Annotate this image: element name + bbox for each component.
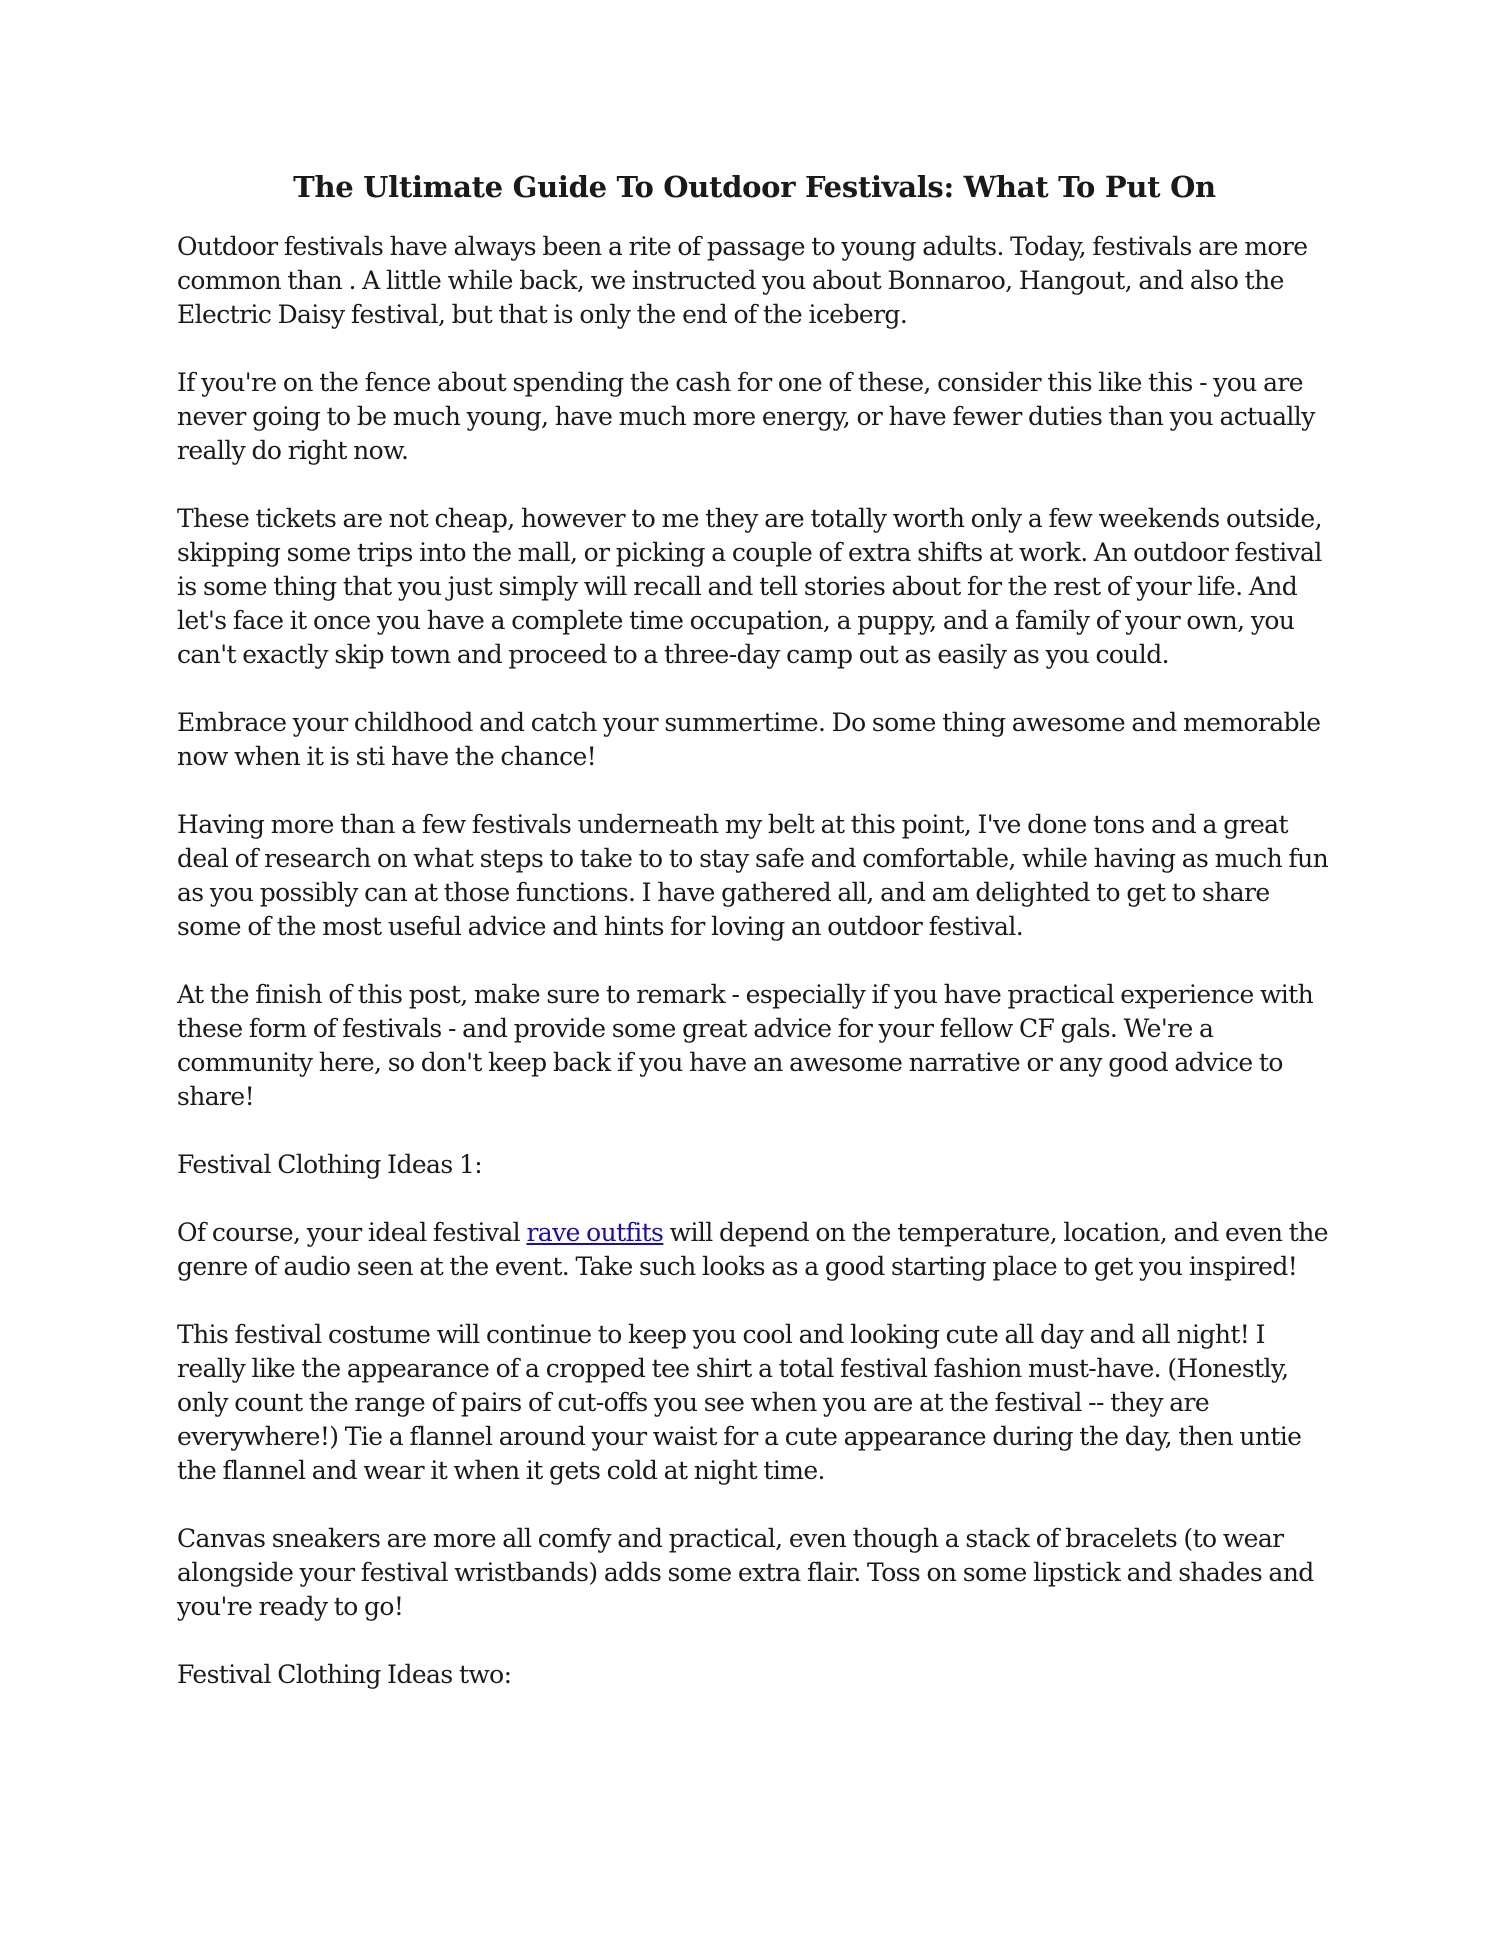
document-title: The Ultimate Guide To Outdoor Festivals: What To Put On — [293, 170, 1216, 204]
document-page — [177, 170, 1332, 1726]
paragraph-comment: At the finish of this post, make sure to remark - especially if you have practical experience with these form of festivals - and provide some great advice for your fellow CF gals. We're a community here, so don't keep back if you have an awesome narrative or any good advice to share! — [177, 979, 1314, 1111]
paragraph-research: Having more than a few festivals underneath my belt at this point, I've done tons and a great deal of research on what steps to take to to stay safe and comfortable, while having as much fun as you possibly can at those functions. I have gathered all, and am delighted to get to share some of the most useful advice and hints for loving an outdoor festival. — [177, 809, 1329, 941]
rave-outfits-link[interactable]: rave outfits — [526, 1217, 664, 1247]
section-heading-ideas-1: Festival Clothing Ideas 1: — [177, 1149, 483, 1179]
paragraph-outfits-lead: Of course, your ideal festival — [177, 1217, 527, 1247]
paragraph-outfits-rest: will depend on the temperature, location, and even the genre of audio seen at the event. Take such looks as a good starting place to get you inspired! — [177, 1217, 1328, 1281]
paragraph-intro: Outdoor festivals have always been a rite of passage to young adults. Today, festivals are more common than . A little while back, we instructed you about Bonnaroo, Hangout, and also the Electric Daisy festival, but that is only the end of the iceberg. — [177, 231, 1308, 329]
paragraph-costume: This festival costume will continue to keep you cool and looking cute all day and all night! I really like the appearance of a cropped tee shirt a total festival fashion must-have. (Honestly, only count the range of pairs of cut-offs you see when you are at the festival -- they are everywhere!) Tie a flannel around your waist for a cute appearance during the day, then untie the flannel and wear it when it gets cold at night time. — [177, 1319, 1302, 1485]
section-heading-ideas-2: Festival Clothing Ideas two: — [177, 1659, 512, 1689]
paragraph-fence: If you're on the fence about spending the cash for one of these, consider this like this - you are never going to be much young, have much more energy, or have fewer duties than you actually really do right now. — [177, 367, 1315, 465]
paragraph-tickets: These tickets are not cheap, however to me they are totally worth only a few weekends outside, skipping some trips into the mall, or picking a couple of extra shifts at work. An outdoor festival is some thing that you just simply will recall and tell stories about for the rest of your life. And let's face it once you have a complete time occupation, a puppy, and a family of your own, you can't exactly skip town and proceed to a three-day camp out as easily as you could. — [177, 503, 1322, 669]
paragraph-sneakers: Canvas sneakers are more all comfy and practical, even though a stack of bracelets (to wear alongside your festival wristbands) adds some extra flair. Toss on some lipstick and shades and you're ready to go! — [177, 1523, 1314, 1621]
paragraph-embrace: Embrace your childhood and catch your summertime. Do some thing awesome and memorable now when it is sti have the chance! — [177, 707, 1321, 771]
paragraph-outfits — [177, 1216, 1332, 1284]
